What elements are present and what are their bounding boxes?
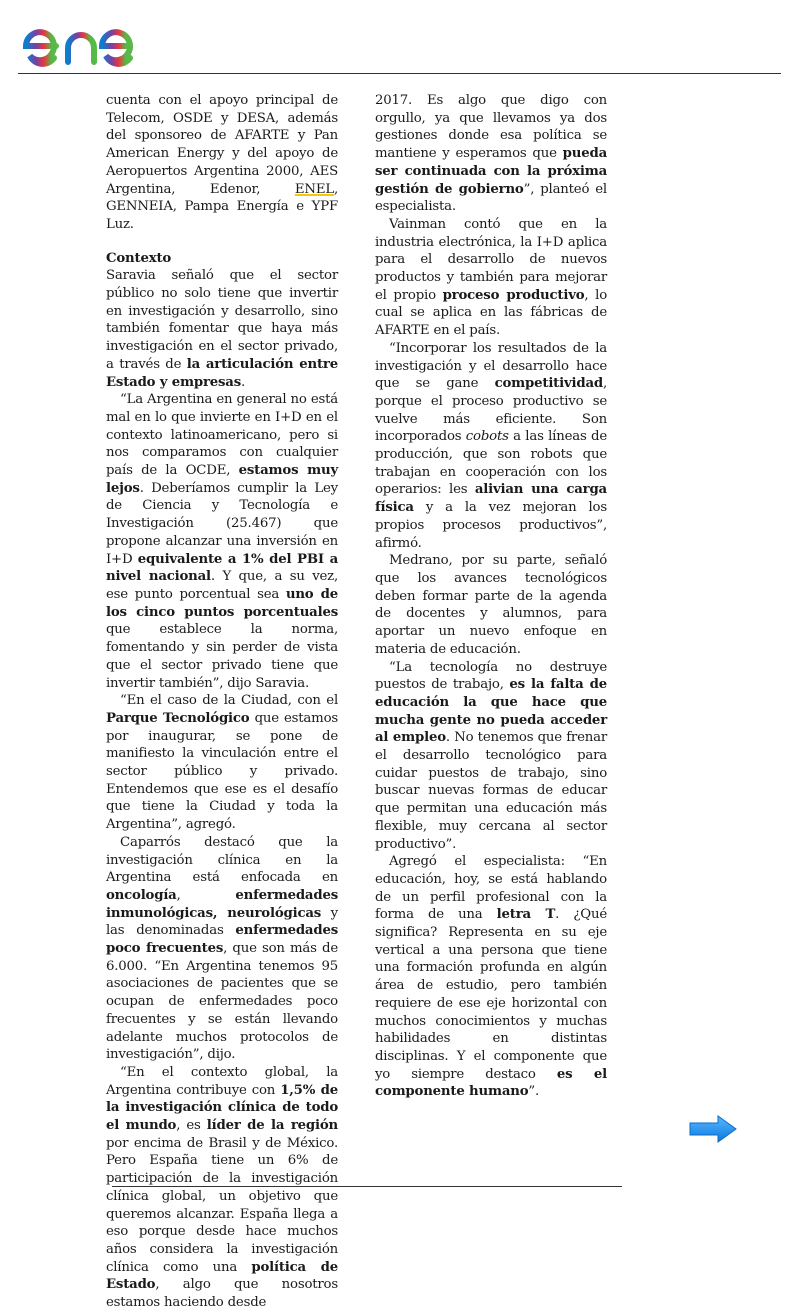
right-arrow-icon[interactable] (688, 1114, 738, 1144)
paragraph: Agregó el especialista: “En educación, hoy, se está hablando de un perfil profesional con la forma de una letra T. ¿Qué significa? Representa en su eje vertical a una persona que tiene una formación profunda en algún área de estudio, pero también requiere de ese eje horizontal con muchos conocimientos y muchas habilidades en distintas disciplinas. Y el componente que yo siempre destaco es el componente humano”. (375, 854, 607, 1100)
paragraph: Caparrós destacó que la investigación clínica en la Argentina está enfocada en oncología, enfermedades inmunológicas, neurológicas y las denominadas enfermedades poco frecuentes, que son más de 6.000. “En Argentina tenemos 95 asociaciones de pacientes que se ocupan de enfermedades poco frecuentes y se están llevando adelante muchos protocolos de investigación”, dijo. (106, 834, 338, 1063)
paragraph: 2017. Es algo que digo con orgullo, ya que llevamos ya dos gestiones donde esa política se mantiene y esperamos que pueda ser continuada con la próxima gestión de gobierno”, planteó el especialista. (375, 93, 607, 215)
article-column-right (375, 92, 607, 1101)
article-column-left (106, 92, 338, 1312)
paragraph: Saravia señaló que el sector público no solo tiene que invertir en investigación y desarrollo, sino también fomentar que haya más investigación en el sector privado, a través de la articulación entre Estado y empresas. (106, 268, 338, 390)
enel-mention: ENEL (294, 181, 334, 197)
paragraph: “La Argentina en general no está mal en lo que invierte en I+D en el contexto latinoamericano, pero si nos comparamos con cualquier país de la OCDE, estamos muy lejos. Deberíamos cumplir la Ley de Ciencia y Tecnología e Investigación (25.467) que propone alcanzar una inversión en I+D equivalente a 1% del PBI a nivel nacional. Y que, a su vez, ese punto porcentual sea uno de los cinco puntos porcentuales que establece la norma, fomentando y sin perder de vista que el sector privado tiene que invertir también”, dijo Saravia. (106, 392, 339, 691)
paragraph: cuenta con el apoyo principal de Telecom, OSDE y DESA, además del sponsoreo de AFARTE y Pan American Energy y del apoyo de Aeropuertos Argentina 2000, AES Argentina, Edenor, ENEL, GENNEIA, Pampa Energía e YPF Luz. (106, 93, 338, 232)
paragraph: “La tecnología no destruye puestos de trabajo, es la falta de educación la que hace que mucha gente no pueda acceder al empleo. No tenemos que frenar el desarrollo tecnológico para cuidar puestos de trabajo, sino buscar nuevas formas de educar que permitan una educación más flexible, muy cercana al sector productivo”. (375, 659, 607, 852)
paragraph: Medrano, por su parte, señaló que los avances tecnológicos deben formar parte de la agenda de docentes y alumnos, para aportar un nuevo enfoque en materia de educación. (375, 553, 607, 657)
enel-logo (18, 6, 183, 68)
paragraph: “En el caso de la Ciudad, con el Parque Tecnológico que estamos por inaugurar, se pone de manifiesto la vinculación entre el sector público y privado. Entendemos que ese es el desafío que tiene la Ciudad y toda la Argentina”, agregó. (106, 693, 338, 833)
header-rule (18, 73, 781, 74)
paragraph: Vainman contó que en la industria electrónica, la I+D aplica para el desarrollo de nuevos productos y también para mejorar el propio proceso productivo, lo cual se aplica en las fábricas de AFARTE en el país. (375, 216, 607, 339)
footer-rule (112, 1186, 622, 1187)
section-heading: Contexto (106, 250, 172, 266)
paragraph: “En el contexto global, la Argentina contribuye con 1,5% de la investigación clínica de todo el mundo, es líder de la región por encima de Brasil y de México. Pero España tiene un 6% de participación de la investigación clínica global, un objetivo que queremos alcanzar. España llega a eso porque desde hace muchos años considera la investigación clínica como una política de Estado, algo que nosotros estamos haciendo desde (106, 1064, 338, 1311)
paragraph: “Incorporar los resultados de la investigación y el desarrollo hace que se gane competitividad, porque el proceso productivo se vuelve más eficiente. Son incorporados cobots a las líneas de producción, que son robots que trabajan en cooperación con los operarios: les alivian una carga física y a la vez mejoran los propios procesos productivos”, afirmó. (375, 340, 607, 551)
